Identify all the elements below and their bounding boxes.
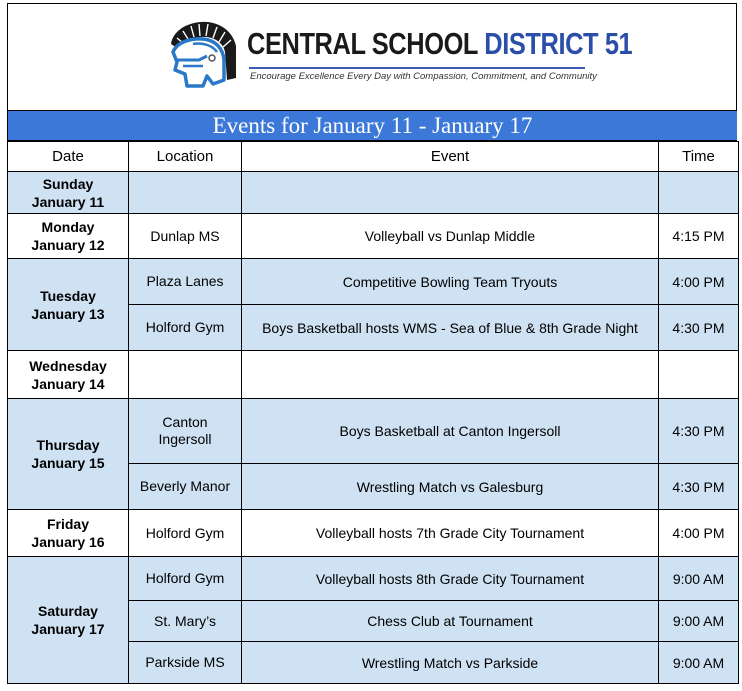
table-row: [8, 214, 739, 259]
day-name: Tuesday: [40, 287, 96, 304]
table-row: [8, 351, 739, 399]
time-cell: 4:30 PM: [659, 399, 739, 464]
table-row: [8, 399, 739, 464]
column-header-date: Date: [8, 142, 129, 172]
day-date: January 12: [31, 237, 105, 253]
location-cell: Canton Ingersoll: [129, 399, 242, 464]
time-cell: 4:30 PM: [659, 464, 739, 510]
table-row: [8, 557, 739, 601]
column-header-time: Time: [659, 142, 739, 172]
day-name: Monday: [41, 219, 95, 235]
date-cell: [8, 172, 129, 214]
date-cell: [8, 557, 129, 684]
events-title: Events for January 11 - January 17: [8, 110, 737, 141]
table-header-row: [8, 142, 739, 172]
date-cell: [8, 510, 129, 557]
location-cell: Holford Gym: [129, 557, 242, 601]
location-cell: [129, 351, 242, 399]
table-row: [8, 510, 739, 557]
time-cell: [659, 351, 739, 399]
events-table: [7, 141, 739, 684]
brand-divider: [249, 67, 585, 69]
time-cell: [659, 172, 739, 214]
event-cell: [242, 351, 659, 399]
time-cell: 9:00 AM: [659, 601, 739, 642]
time-cell: 4:00 PM: [659, 510, 739, 557]
location-cell: Holford Gym: [129, 510, 242, 557]
spartan-helmet-icon: [163, 18, 241, 90]
date-cell: [8, 214, 129, 259]
location-cell: St. Mary’s: [129, 601, 242, 642]
location-cell: Parkside MS: [129, 642, 242, 684]
time-cell: 4:00 PM: [659, 259, 739, 305]
day-date: January 13: [31, 305, 105, 322]
district-name-dark: CENTRAL SCHOOL: [247, 26, 485, 61]
date-cell: [8, 399, 129, 510]
date-cell: [8, 259, 129, 351]
table-row: [8, 259, 739, 305]
event-cell: Competitive Bowling Team Tryouts: [242, 259, 659, 305]
day-name: Saturday: [38, 603, 98, 619]
day-name: Thursday: [36, 437, 100, 453]
day-name: Wednesday: [29, 357, 107, 374]
day-date: January 14: [31, 375, 105, 392]
event-cell: Wrestling Match vs Parkside: [242, 642, 659, 684]
event-cell: [242, 172, 659, 214]
time-cell: 4:15 PM: [659, 214, 739, 259]
event-cell: Boys Basketball hosts WMS - Sea of Blue & 8th Grade Night: [242, 305, 659, 351]
district-name: [247, 28, 632, 60]
location-cell: Holford Gym: [129, 305, 242, 351]
event-cell: Volleyball vs Dunlap Middle: [242, 214, 659, 259]
event-cell: Wrestling Match vs Galesburg: [242, 464, 659, 510]
location-cell: [129, 172, 242, 214]
location-cell: Beverly Manor: [129, 464, 242, 510]
day-name: Friday: [46, 516, 89, 532]
column-header-event: Event: [242, 142, 659, 172]
day-date: January 17: [31, 621, 105, 637]
district-tagline: Encourage Excellence Every Day with Compassion, Commitment, and Community: [250, 71, 597, 82]
location-cell: Plaza Lanes: [129, 259, 242, 305]
time-cell: 9:00 AM: [659, 557, 739, 601]
day-date: January 11: [31, 193, 105, 210]
time-cell: 9:00 AM: [659, 642, 739, 684]
column-header-location: Location: [129, 142, 242, 172]
time-cell: 4:30 PM: [659, 305, 739, 351]
event-cell: Chess Club at Tournament: [242, 601, 659, 642]
table-row: [8, 172, 739, 214]
district-logo: [163, 18, 633, 90]
day-name: Sunday: [42, 175, 94, 192]
event-cell: Volleyball hosts 8th Grade City Tournament: [242, 557, 659, 601]
event-cell: Boys Basketball at Canton Ingersoll: [242, 399, 659, 464]
date-cell: [8, 351, 129, 399]
day-date: January 15: [31, 455, 105, 471]
day-date: January 16: [31, 534, 105, 550]
event-cell: Volleyball hosts 7th Grade City Tournament: [242, 510, 659, 557]
location-cell: Dunlap MS: [129, 214, 242, 259]
district-name-blue: DISTRICT 51: [484, 26, 633, 61]
